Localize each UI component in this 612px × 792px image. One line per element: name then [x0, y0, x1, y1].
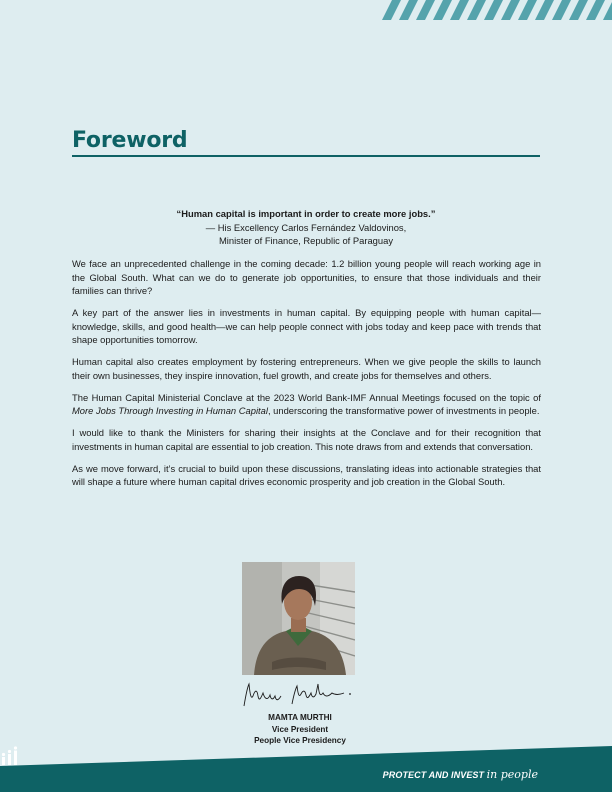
page-title: Foreword — [72, 128, 188, 153]
signer-block — [200, 712, 400, 747]
footer-brand-bold: PROTECT AND INVEST — [382, 770, 485, 780]
signer-name: MAMTA MURTHI — [268, 713, 332, 722]
conclave-topic-title: More Jobs Through Investing in Human Capital — [72, 405, 268, 416]
paragraph-2: A key part of the answer lies in investments in human capital. By equipping people with human capital—knowledge, skills, and good health—we can help people connect with jobs today and keep pace with trends that shape opportunities tomorrow. — [72, 307, 541, 345]
paragraph-4-text-start: The Human Capital Ministerial Conclave at the 2023 World Bank-IMF Annual Meetings focused on the topic of — [72, 391, 541, 403]
quote-role: Minister of Finance, Republic of Paraguay — [218, 235, 394, 246]
decorative-stripes — [382, 0, 612, 20]
people-chart-icon — [0, 746, 20, 766]
author-portrait — [242, 562, 355, 675]
signer-unit: People Vice Presidency — [254, 736, 346, 745]
paragraph-4 — [72, 391, 541, 418]
paragraph-4-text-end: , underscoring the transformative power of investments in people. — [267, 405, 540, 416]
title-divider — [72, 155, 540, 157]
foreword-body — [72, 257, 541, 497]
epigraph — [72, 207, 540, 248]
paragraph-3: Human capital also creates employment by fostering entrepreneurs. When we give people the skills to launch their own businesses, they inspire innovation, fuel growth, and create jobs for themselves and others. — [72, 356, 541, 381]
quote-attribution: — His Excellency Carlos Fernández Valdovinos, — [205, 221, 407, 233]
footer-band — [0, 746, 612, 792]
paragraph-6: As we move forward, it’s crucial to build upon these discussions, translating ideas into actionable strategies that will shape a future where human capital drives economic prosperity and job creation in the Global South. — [72, 462, 541, 487]
footer-brand — [383, 768, 538, 781]
signature — [240, 680, 360, 710]
paragraph-1: We face an unprecedented challenge in the coming decade: 1.2 billion young people will reach working age in the Global South. What can we do to generate job opportunities, to ensure that those individuals and their families can thrive? — [72, 258, 541, 296]
signer-title: Vice President — [271, 724, 329, 734]
paragraph-5: I would like to thank the Ministers for sharing their insights at the Conclave and for their recognition that investments in human capital are essential to job creation. This note draws from and extends that conversation. — [72, 427, 541, 452]
quote-text: “Human capital is important in order to create more jobs.” — [176, 208, 436, 219]
footer-brand-italic: in people — [486, 768, 538, 781]
